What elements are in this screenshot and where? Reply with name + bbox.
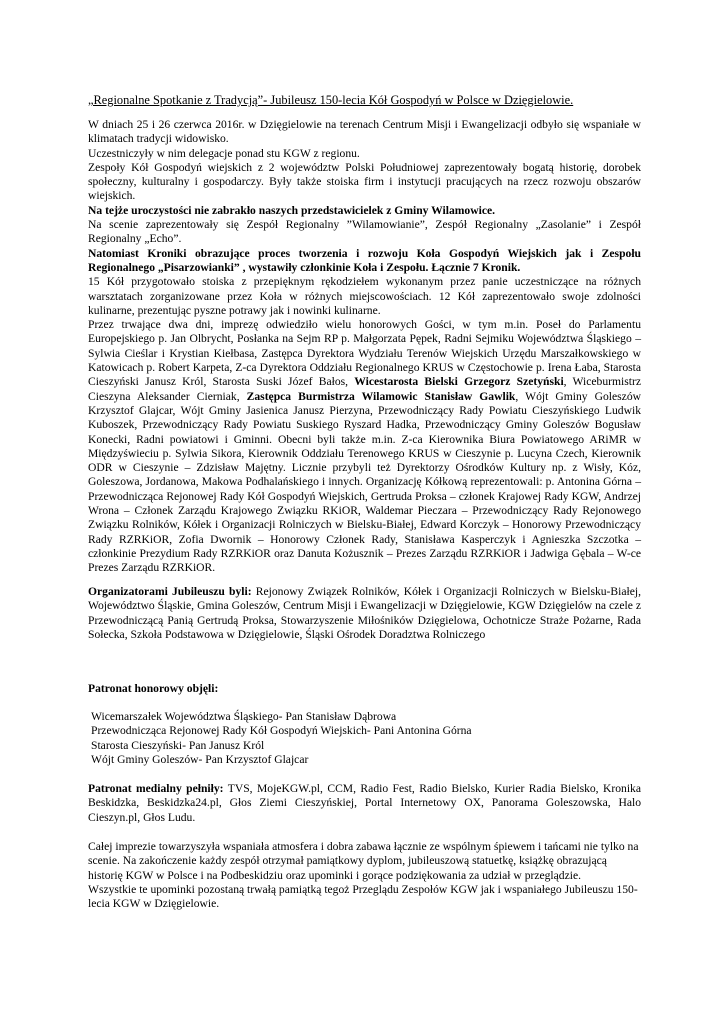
- guests-bold-deputy-mayor: Zastępca Burmistrza Wilamowic Stanisław Gawlik: [246, 389, 516, 403]
- intro-paragraph-stage: Na scenie zaprezentowały się Zespół Regionalny ”Wilamowianie”, Zespół Regionalny „Zasolanie” i Zespół Regionalny „Echo”.: [88, 218, 641, 246]
- guests-text-a: Przez trwające dwa dni, imprezę odwiedziło wielu honorowych Gości, w tym m.in. Poseł do Parlamentu Europejskiego p. Jan Olbrycht, Posłanka na Sejm RP p. Małgorzata Pępek, Radni Sejmiku Województwa Śląskiego – Sylwia Cieślar i Krystian Kiełbasa, Zastępca Dyrektora Wydziału Terenów Wiejskich Urzędu Marszałkowskiego w Katowicach p. Robert Karpeta, Z-ca Dyrektora Oddziału Regionalnego KRUS w Częstochowie p. Irena Łaba, Starosta Cieszyński Janusz Król, Starosta Suski Józef Bałos,: [88, 318, 641, 389]
- honorary-list: [91, 710, 644, 767]
- intro-section: [88, 118, 641, 576]
- organizers-text: Rejonowy Związek Rolników, Kółek i Organizacji Rolniczych w Bielsku-Białej, Województwo Śląskie, Gmina Goleszów, Centrum Misji i Ewangelizacji w Dzięgielowie, KGW Dzięgielów na czele z Przewodniczącą Panią Gertrudą Proksa, Stowarzyszenie Miłośników Dzięgielowa, Ochotnicze Straże Pożarne, Rada Sołecka, Szkoła Podstawowa w Dzięgielowie, Śląski Ośrodek Doradztwa Rolniczego: [88, 585, 641, 641]
- honorary-item: Starosta Cieszyński- Pan Janusz Król: [91, 738, 265, 752]
- guests-bold-vicestarost: Wicestarosta Bielski Grzegorz Szetyński: [354, 375, 564, 389]
- honorary-item: Przewodnicząca Rejonowej Rady Kół Gospodyń Wiejskich- Pani Antonina Górna: [91, 724, 472, 738]
- organizers-label: Organizatorami Jubileuszu byli:: [88, 585, 252, 598]
- intro-paragraph-stands: 15 Kół przygotowało stoiska z przepięknym rękodziełem wykonanym przez panie uczestniczące na różnych warsztatach zorganizowane przez Koła w różnych miejscowościach. 12 Kół zaprezentowało swoje zdolności kulinarne, prezentując pyszne potrawy jak i nowinki kulinarne.: [88, 275, 641, 317]
- intro-paragraph-delegations: Uczestniczyły w nim delegacje ponad stu KGW z regionu.: [88, 146, 360, 160]
- intro-paragraph-dates: W dniach 25 i 26 czerwca 2016r. w Dzięgielowie na terenach Centrum Misji i Ewangelizacji odbyło się wspaniałe w klimatach tradycji widowisko.: [88, 118, 641, 146]
- honorary-label: Patronat honorowy objęli:: [88, 682, 219, 695]
- guests-paragraph: [88, 318, 641, 575]
- closing-section: [88, 840, 641, 911]
- intro-paragraph-chronicles: Natomiast Kroniki obrazujące proces tworzenia i rozwoju Koła Gospodyń Wiejskich jak i Zespołu Regionalnego „Pisarzowianki” , wystawiły członkinie Koła i Zespołu. Łącznie 7 Kronik.: [88, 246, 641, 274]
- honorary-item: Wójt Gminy Goleszów- Pan Krzysztof Glajcar: [91, 752, 309, 766]
- closing-paragraph-gifts: Wszystkie te upominki pozostaną trwałą pamiątką tegoż Przeglądu Zespołów KGW jak i wspaniałego Jubileuszu 150-lecia KGW w Dzięgielowie.: [88, 882, 638, 911]
- guests-text-e: , Wójt Gminy Goleszów Krzysztof Glajcar, Wójt Gminy Jasienica Janusz Pierzyna, Przewodniczący Rady Powiatu Cieszyńskiego Ludwik Kuboszek, Przewodniczący Rady Powiatu Suskiego Ryszard Hadka, Przewodniczący Gminy Goleszów Bogusław Konecki, Radni powiatowi i Gminni. Obecni byli także m.in. Z-ca Kierownika Biura Powiatowego ARiMR w Międzyświeciu p. Sylwia Sikora, Kierownik Oddziału Terenowego KRUS w Cieszynie p. Lucyna Czech, Kierownik ODR w Cieszynie – Zdzisław Majętny. Licznie przybyli też Dyrektorzy Ośrodków Kultury np. z Wisły, Kóz, Goleszowa, Jordanowa, Makowa Podhalańskiego i innych. Organizację Kółkową reprezentowali: p. Antonina Górna – Przewodnicząca Rejonowej Rady Kół Gospodyń Wiejskich, Gertruda Proksa – członek Krajowej Rady KGW, Andrzej Wrona – Członek Zarządu Krajowego Związku RKiOR, Waldemar Pieczara – Przewodniczący Rady Rejonowego Związku Rolników, Kółek i Organizacji Rolniczych w Bielsku-Białej, Edward Korczyk – Honorowy Przewodniczący Rady RZRKiOR, Zofia Dwornik – Honorowy Członek Rady, Stanisława Kasperczyk i Agnieszka Szczotka – członkinie Prezydium Rady RZRKiOR oraz Danuta Kożusznik – Prezes Zarządu RZRKiOR i Jadwiga Gębala – W-ce Prezes Zarządu RZRKiOR.: [88, 389, 641, 575]
- closing-paragraph-atmosphere: Całej imprezie towarzyszyła wspaniała atmosfera i dobra zabawa łącznie ze wspólnym śpiewem i tańcami nie tylko na scenie. Na zakończenie każdy zespół otrzymał pamiątkowy dyplom, jubileuszową statuetkę, książkę obrazującą historię KGW w Polsce i na Podbeskidziu oraz upominki i gorące podziękowania za udział w przeglądzie.: [88, 840, 639, 882]
- organizers-paragraph: [88, 585, 641, 642]
- media-paragraph: [88, 782, 641, 825]
- honorary-item: Wicemarszałek Województwa Śląskiego- Pan Stanisław Dąbrowa: [91, 710, 397, 723]
- intro-paragraph-wilamowice: Na tejże uroczystości nie zabrakło naszych przedstawicielek z Gminy Wilamowice.: [88, 203, 496, 217]
- guests-text-c: , Wiceburmistrz Cieszyna Aleksander Cierniak,: [88, 375, 641, 403]
- page-title: „Regionalne Spotkanie z Tradycją”- Jubileusz 150-lecia Kół Gospodyń w Polsce w Dzięgielowie.: [88, 93, 574, 107]
- intro-paragraph-teams: Zespoły Kół Gospodyń wiejskich z 2 województw Polski Południowej zaprezentowały bogatą historię, dorobek społeczny, kulturalny i gospodarczy. Były także stoiska firm i instytucji pracujących na rzecz rozwoju obszarów wiejskich.: [88, 160, 641, 203]
- media-text: TVS, MojeKGW.pl, CCM, Radio Fest, Radio Bielsko, Kurier Radia Bielsko, Kronika Beskidzka, Beskidzka24.pl, Głos Ziemi Cieszyńskiej, Portal Internetowy OX, Panorama Goleszowska, Halo Cieszyn.pl, Głos Ludu.: [88, 782, 641, 824]
- media-label: Patronat medialny pełniły:: [88, 782, 224, 795]
